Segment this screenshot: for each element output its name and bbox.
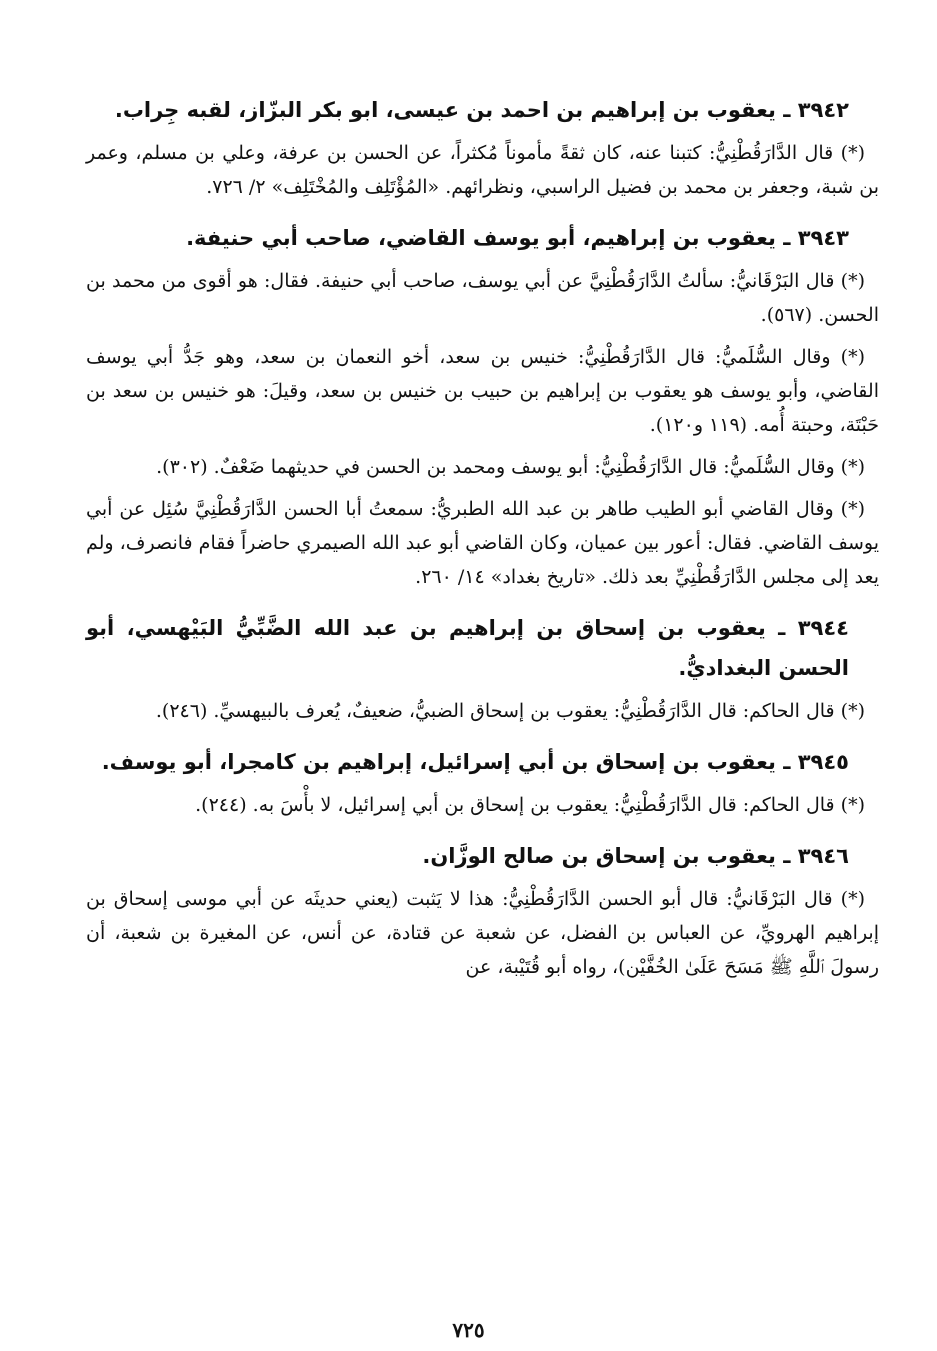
entry-title: ٣٩٤٤ ـ يعقوب بن إسحاق بن إبراهيم بن عبد الله الضَّبِّيُّ البَيْهسي، أبو الحسن البغداديُّ. xyxy=(86,616,849,680)
entry-paragraph: (*) قال البَرْقَانيُّ: قال أبو الحسن الدَّارَقُطْنِيُّ: هذا لا يَثبت (يعني حديثَه عن أبي موسى إسحاق بن إبراهيم الهرويِّ، عن العباس بن الفضل، عن شعبة عن قتادة، عن أنس، عن المغيرة بن شعبة، أن رسولَ ٱللَّهِ ﷺ مَسَحَ عَلَىٰ الخُفَّيْن)، رواه أبو قُتَيْبة، عن xyxy=(86,888,879,978)
entry-paragraph: (*) قال البَرْقَانيُّ: سألتُ الدَّارَقُطْنِيَّ عن أبي يوسف، صاحب أبي حنيفة. فقال: هو أقوى من محمد بن الحسن. (٥٦٧). xyxy=(86,270,879,326)
entry-paragraph: (*) وقال السُّلَميُّ: قال الدَّارَقُطْنِيُّ: خنيس بن سعد، أخو النعمان بن سعد، وهو جَدُّ أبي يوسف القاضي، وأبو يوسف هو يعقوب بن إبراهيم بن حبيب بن خنيس بن سعد، وقيلَ: هو خنيس بن سعد بن حَبْتَة، وحبتة أُمه. (١١٩ و١٢٠). xyxy=(86,346,879,436)
entry-3945 xyxy=(86,742,879,822)
entry-title: ٣٩٤٣ ـ يعقوب بن إبراهيم، أبو يوسف القاضي، صاحب أبي حنيفة. xyxy=(186,226,849,250)
entry-paragraph: (*) قال الدَّارَقُطْنِيُّ: كتبنا عنه، كان ثقةً مأموناً مُكثراً، عن الحسن بن عرفة، وعلي بن مسلم، وعمر بن شبة، وجعفر بن محمد بن فضيل الراسبي، ونظرائهم. «المُؤْتَلِف والمُخْتَلِف» ٢/ ٧٢٦. xyxy=(86,142,879,198)
page-number: ٧٢٥ xyxy=(452,1318,485,1342)
entry-3944 xyxy=(86,608,879,728)
entry-title: ٣٩٤٥ ـ يعقوب بن إسحاق بن أبي إسرائيل، إبراهيم بن كامجرا، أبو يوسف. xyxy=(101,750,849,774)
entry-title: ٣٩٤٦ ـ يعقوب بن إسحاق بن صالح الوزَّان. xyxy=(422,844,849,868)
entry-title: ٣٩٤٢ ـ يعقوب بن إبراهيم بن احمد بن عيسى، ابو بكر البزّاز، لقبه جِراب. xyxy=(114,98,849,122)
entry-paragraph: (*) قال الحاكم: قال الدَّارَقُطْنِيُّ: يعقوب بن إسحاق الضبيُّ، ضعيفٌ، يُعرف بالبيهسيِّ. (٢٤٦). xyxy=(155,700,865,722)
entry-paragraph: (*) قال الحاكم: قال الدَّارَقُطْنِيُّ: يعقوب بن إسحاق بن أبي إسرائيل، لا بأْسَ به. (٢٤٤). xyxy=(195,794,865,816)
entry-paragraph: (*) وقال القاضي أبو الطيب طاهر بن عبد الله الطبريُّ: سمعتُ أبا الحسن الدَّارَقُطْنِيَّ سُئِل عن أبي يوسف القاضي. فقال: أعور بين عميان، وكان القاضي أبو عبد الله الصيمري حاضراً فقام فانصرف، ولم يعد إلى مجلس الدَّارَقُطْنِيِّ بعد ذلك. «تاريخ بغداد» ١٤/ ٢٦٠. xyxy=(86,498,879,588)
entry-3942 xyxy=(86,90,879,204)
entry-3946 xyxy=(86,836,879,984)
page-body xyxy=(86,90,879,998)
entry-3943 xyxy=(86,218,879,594)
entry-paragraph: (*) وقال السُّلَميُّ: قال الدَّارَقُطْنِيُّ: أبو يوسف ومحمد بن الحسن في حديثهما ضَعْفٌ. (٣٠٢). xyxy=(156,456,865,478)
